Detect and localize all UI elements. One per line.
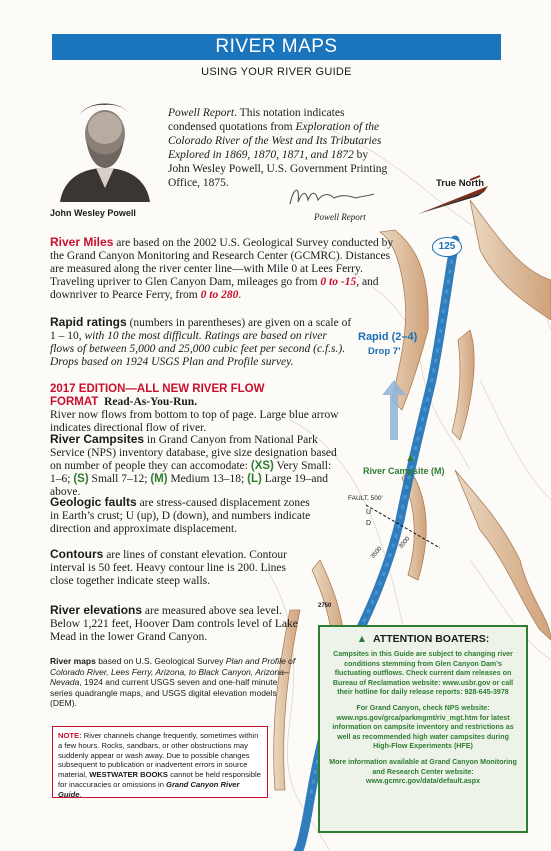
elevations-lead: River elevations bbox=[50, 603, 143, 617]
campsites-section: River Campsites in Grand Canyon from National Park Service (NPS) inventory database, give size designation based on number of people they can accomodate: (XS) Very Small: 1–6; (S) Small 7–12; (M) Medium 13–18; (L) Large 19–and above. bbox=[50, 432, 337, 498]
contour-label-3000: 3000 bbox=[398, 535, 412, 551]
page-title: RIVER MAPS bbox=[52, 34, 501, 60]
attention-boaters-box bbox=[318, 625, 528, 833]
rapid-name-label: Rapid (2–4) bbox=[358, 331, 418, 343]
book-title: Exploration of the Colorado River of the West and Its Tributaries Explored in 1869, 1870, 1871, and 1872 bbox=[168, 121, 382, 161]
note-lead: NOTE: bbox=[58, 731, 82, 740]
fault-up-label: U bbox=[366, 509, 372, 516]
true-north-label: True North bbox=[436, 178, 485, 189]
boaters-paragraph-dam: Campsites in this Guide are subject to changing river conditions stemming from Glen Canyon Dam’s fluctuating outflows. Check current dam releases on Bureau of Reclamation website: www.usbr.gov or call their hotline for daily release reports: 928-645-3978 bbox=[332, 650, 514, 697]
portrait-image bbox=[50, 98, 160, 202]
powell-report-description: Powell Report. This notation indicates condensed quotations from Exploration of the Colorado River of the West and Its Tributaries Explored in 1869, 1870, 1871, and 1872 by John Wesley Powell, U.S. Government Printing Office, 1875. bbox=[168, 107, 388, 189]
boaters-paragraph-nps: For Grand Canyon, check NPS website: www.nps.gov/grca/parkmgmt/riv_mgt.htm for latest information on campsite inventory and restrictions as well as recommended high water campsites during High-Flow Experiments (HFE) bbox=[332, 703, 514, 751]
disclaimer-note: NOTE: River channels change frequently, sometimes within a few hours. Rocks, sandbars, or other obstructions may suddenly appear or wash away. Due to possible changes subsequent to publication or inadvertent errors in source material, WESTWATER BOOKS cannot be held responsible for inaccuracies or omissions in Grand Canyon River Guide. bbox=[52, 726, 268, 798]
river-maps-source-note: River maps based on U.S. Geological Survey Plan and Profile of Colorado River, Lees Ferry, Arizona, to Black Canyon, Arizona–Nevada, 1924 and current USGS seven and one-half minute series quadrangle maps, and USGS digital elevation models (DEM). bbox=[50, 656, 296, 708]
contours-lead: Contours bbox=[50, 547, 104, 561]
campsite-tent-icon: ▲ bbox=[356, 633, 368, 645]
contours-section: Contours are lines of constant elevation. Contour interval is 50 feet. Heavy contour line is 200. Lines close together indicate steep walls. bbox=[50, 547, 287, 587]
river-miles-lead: River Miles bbox=[50, 235, 114, 249]
rapid-drop-label: Drop 7' bbox=[368, 346, 401, 357]
faults-section: Geologic faults are stress-caused displacement zones in Earth’s crust; U (up), D (down), and numbers indicate direction and approximate displacement. bbox=[50, 495, 311, 535]
campsites-lead: River Campsites bbox=[50, 432, 145, 446]
fault-down-label: D bbox=[366, 520, 372, 527]
fault-label: FAULT, 500' bbox=[348, 495, 383, 502]
signature-caption: Powell Report bbox=[314, 212, 366, 222]
contour-label-3500: 3500 bbox=[370, 545, 384, 561]
faults-lead: Geologic faults bbox=[50, 495, 137, 509]
campsite-tent-icon: ▲ bbox=[405, 452, 416, 464]
elevations-section: River elevations are measured above sea level. Below 1,221 feet, Hoover Dam controls level of Lake Mead in the lower Grand Canyon. bbox=[50, 603, 298, 643]
powell-report-lead: Powell Report bbox=[168, 107, 235, 119]
rapid-ratings-section: Rapid ratings (numbers in parentheses) are given on a scale of 1 – 10, with 10 the most difficult. Ratings are based on river flows of between 5,000 and 25,000 cubic feet per second (c.f.s.). Drops based on 1924 USGS Plan and Profile survey. bbox=[50, 315, 352, 368]
mile-marker-badge: 125 bbox=[432, 237, 462, 257]
river-miles-section: River Miles are based on the 2002 U.S. Geological Survey conducted by the Grand Canyon Monitoring and Research Center (GCMRC). Distances are measured along the river center line—with Mile 0 at Lees Ferry. Traveling upriver to Glen Canyon Dam, mileages go from 0 to -15, and downriver to Pearce Ferry, from 0 to 280. bbox=[50, 235, 394, 301]
boaters-paragraph-gcmrc: More information available at Grand Canyon Monitoring and Research Center website: www.gcmrc.gov/data/default.aspx bbox=[329, 757, 517, 786]
edition-lead: 2017 EDITION—ALL NEW RIVER FLOW FORMAT bbox=[50, 383, 265, 408]
campsite-label: River Campsite (M) bbox=[363, 466, 445, 476]
attention-boaters-header: ▲ ATTENTION BOATERS: bbox=[356, 633, 490, 645]
contour-label-2750: 2750 bbox=[318, 603, 332, 609]
river-maps-lead: River maps bbox=[50, 656, 96, 666]
edition-section: 2017 EDITION—ALL NEW RIVER FLOW FORMAT Read-As-You-Run. River now flows from bottom to top of page. Large blue arrow indicates directional flow of river. bbox=[50, 383, 339, 434]
portrait-caption: John Wesley Powell bbox=[50, 208, 136, 218]
signature-image bbox=[286, 182, 376, 212]
page-subtitle: USING YOUR RIVER GUIDE bbox=[201, 66, 352, 78]
rapid-ratings-lead: Rapid ratings bbox=[50, 315, 127, 329]
